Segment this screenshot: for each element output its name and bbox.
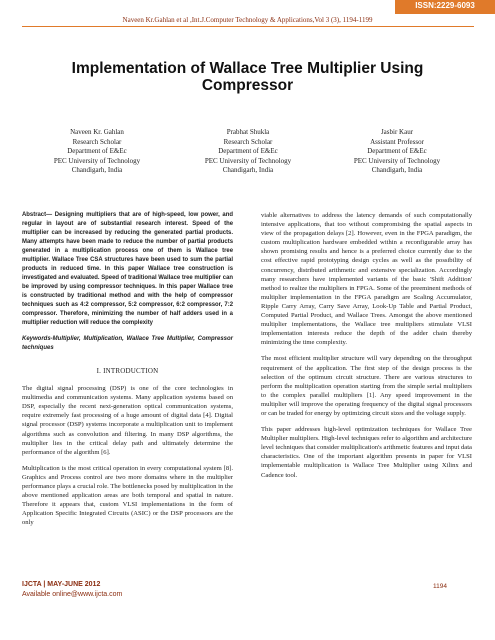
author-role: Research Scholar (72, 137, 122, 146)
author-name: Prabhat Shukla (226, 128, 270, 136)
title-line-2: Compressor (201, 77, 294, 94)
author-department: Department of E&Ec (67, 147, 127, 156)
left-column (22, 211, 233, 535)
section-heading-introduction: I. INTRODUCTION (96, 367, 159, 375)
keywords: Keywords-Multiplier, Multiplication, Wallace Tree Multiplier, Compressor techniques (22, 336, 233, 351)
body-paragraph-1: viable alternatives to address the latency demands of such computationally intensive applications, that too without compromising the spatial aspects in view of the propagation delays [2]. However, even in the FPGA paradigm, the custom multiplication hardware embedded within a reconfigurable array has shown promising results and hence is a preferred choice currently due to the cost effective rapid prototyping design cycles as well as the possibility of concurrency, distributed arithmetic and extensive specialization. Accordingly many researchers have implemented variants of the basic 'Shift Addition' method to realize the multipliers in FPGA. Some of the preeminent methods of multiplier implementation in the FPGA paradigm are Scaling Accumulator, Ripple Carry Array, Carry Save Array, Look-Up Table and Partial Product, Computed Partial Product, and Wallace Trees. Amongst the above mentioned multiplier implementations, the Wallace tree multipliers stimulate VLSI implementation interests reduce the depth of the adder chain thereby minimizing the time complexity. (261, 212, 472, 347)
issn-label: ISSN:2229-6093 (415, 1, 475, 10)
intro-paragraph-2: Multiplication is the most critical operation in every computational system [8]. Graphics and Process control are two more domains where in the multiplier performance plays a crucial role. The bottlenecks posed by multiplication in the above mentioned application areas are both temporal and spatial in nature. Therefore it appears that, custom VLSI implementations in the form of Application Specific Integrated Circuits (ASIC) or the DSP processors are the only (22, 464, 233, 527)
availability-link[interactable]: Available online@www.ijcta.com (22, 591, 123, 598)
author-organization: PEC University of Technology (53, 156, 141, 165)
abstract: Abstract— Designing multipliers that are of high-speed, low power, and regular in layout are of substantial research interest. Speed of the multiplier can be increased by reducing the generated partial products. Many attempts have been made to reduce the number of partial products generated in a multiplication process one of them is Wallace tree multiplier. Wallace Tree CSA structures have been used to sum the partial products in reduced time. In this paper Wallace tree construction is investigated and evaluated. Speed of traditional Wallace tree multiplier can be improved by using compressor techniques. In this paper Wallace tree is constructed by traditional method and with the help of compressor techniques such as 4:2 compressor, 5:2 compressor, 6:2 compressor, 7:2 compressor. Therefore, minimizing the number of half adders used in a multiplier reduction will reduce the complexity (22, 212, 233, 326)
footer-journal-info (22, 580, 122, 600)
author-department: Department of E&Ec (367, 147, 427, 156)
author-role: Assistant Professor (370, 137, 424, 146)
header-rule (22, 26, 474, 27)
author-block-2 (173, 128, 323, 176)
page-number: 1194 (433, 583, 447, 590)
author-block-1 (22, 128, 172, 176)
right-column (261, 211, 472, 487)
author-city: Chandigarh, India (71, 166, 123, 175)
author-city: Chandigarh, India (222, 166, 274, 175)
title-line-1: Implementation of Wallace Tree Multiplier Using (71, 60, 424, 77)
author-city: Chandigarh, India (371, 166, 423, 175)
author-name: Jasbir Kaur (380, 128, 414, 136)
author-organization: PEC University of Technology (204, 156, 292, 165)
body-paragraph-2: The most efficient multiplier structure will vary depending on the throughput requirement of the application. The first step of the design process is the selection of the optimum circuit structure. There are various structures to perform the multiplication operation starting from the simple serial multipliers to the complex parallel multipliers [1]. Any speed improvement in the multiplier will improve the operating frequency of the digital signal processors or can be traded for energy by optimizing circuit sizes and the voltage supply. (261, 355, 472, 417)
author-organization: PEC University of Technology (353, 156, 441, 165)
intro-paragraph-1: The digital signal processing (DSP) is one of the core technologies in multimedia and communication systems. Many application systems based on DSP, especially the recent next-generation optical communication systems, require extremely fast processing of a huge amount of digital data [4]. Digital signal processor (DSP) systems incorporate a multiplication unit to implement algorithms such as convolution and filtering. In many DSP algorithms, the multiplier lies in the critical delay path and ultimately determine the performance of the algorithm [6]. (22, 385, 233, 456)
author-name: Naveen Kr. Gahlan (70, 128, 124, 136)
author-block-3 (322, 128, 472, 176)
journal-issue: IJCTA | MAY-JUNE 2012 (22, 581, 101, 588)
author-role: Research Scholar (223, 137, 273, 146)
issn-banner (395, 0, 495, 14)
author-department: Department of E&Ec (218, 147, 278, 156)
paper-title (40, 60, 455, 94)
body-paragraph-3: This paper addresses high-level optimization techniques for Wallace Tree Multiplier multipliers. High-level techniques refer to algorithm and architecture level techniques that consider multiplication's arithmetic features and input data characteristics. One of the important algorithm presents in paper for VLSI implementable multiplication is Wallace Tree Multiplier using Xilinx and Cadence tool. (261, 426, 472, 479)
running-head: Naveen Kr.Gahlan et al ,Int.J.Computer Technology & Applications,Vol 3 (3), 1194-1199 (122, 16, 373, 24)
